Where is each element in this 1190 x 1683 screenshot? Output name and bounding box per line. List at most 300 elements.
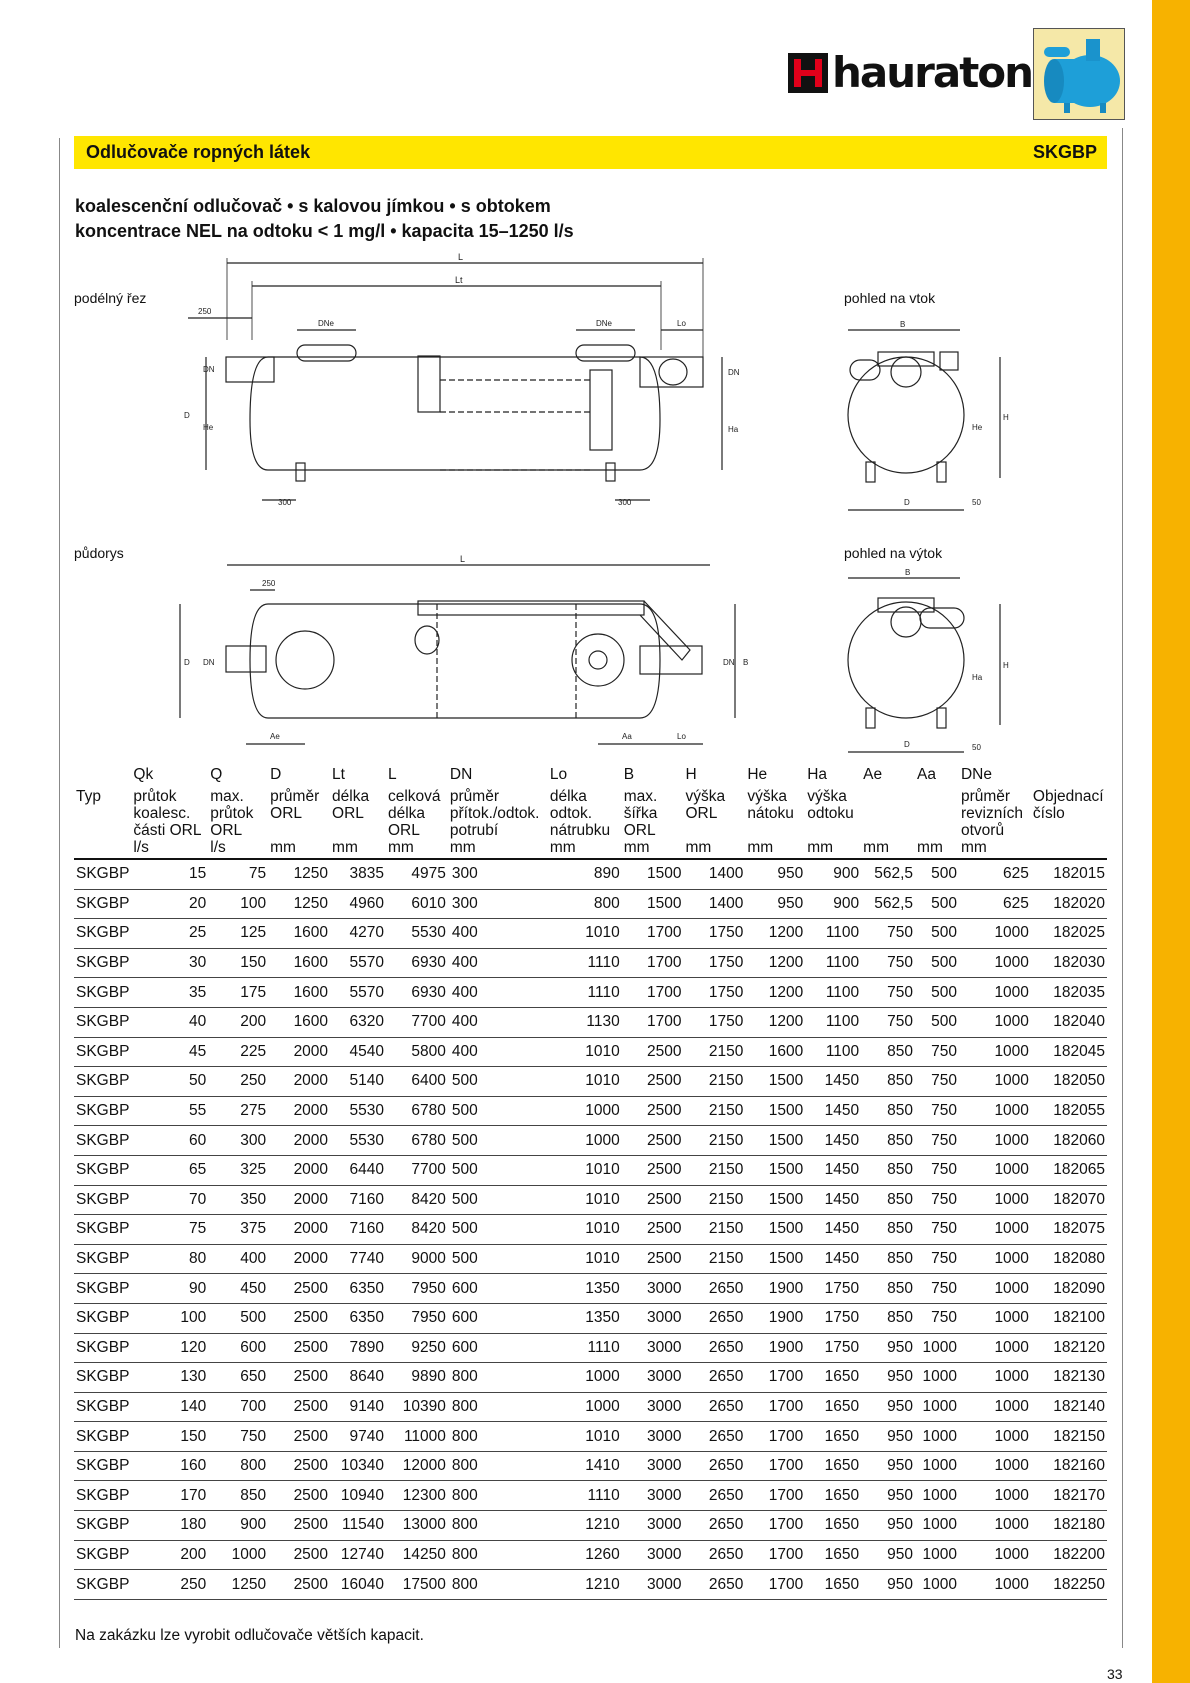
table-cell: 182045	[1031, 1037, 1107, 1067]
table-cell: 1650	[805, 1392, 861, 1422]
table-row	[74, 919, 1107, 949]
table-cell: 2500	[268, 1363, 330, 1393]
table-cell: 182090	[1031, 1274, 1107, 1304]
table-cell: 500	[448, 1215, 548, 1245]
table-cell: 182055	[1031, 1096, 1107, 1126]
table-cell: 8420	[386, 1185, 448, 1215]
table-cell: 75	[208, 859, 268, 889]
table-row	[74, 1511, 1107, 1541]
table-cell: 750	[915, 1303, 959, 1333]
table-cell: 800	[448, 1363, 548, 1393]
table-cell: 1000	[959, 1363, 1031, 1393]
table-cell: 500	[915, 889, 959, 919]
table-cell: 9000	[386, 1244, 448, 1274]
table-cell: 3000	[622, 1570, 684, 1600]
table-cell: 6780	[386, 1126, 448, 1156]
table-cell: 1000	[959, 1155, 1031, 1185]
table-cell: 750	[915, 1185, 959, 1215]
table-cell: 1260	[548, 1540, 622, 1570]
table-cell: 2500	[268, 1570, 330, 1600]
table-cell: 1000	[915, 1540, 959, 1570]
table-cell: 1750	[684, 919, 746, 949]
inflow-view-drawing	[848, 320, 1009, 510]
table-cell: 2650	[684, 1392, 746, 1422]
table-cell: 1210	[548, 1511, 622, 1541]
table-cell: 140	[131, 1392, 208, 1422]
page-number: 33	[1107, 1666, 1123, 1682]
table-cell: 1000	[915, 1570, 959, 1600]
dim-B-outflow: B	[905, 568, 911, 577]
table-cell: 2150	[684, 1185, 746, 1215]
subtitle-line-1: koalescenční odlučovač • s kalovou jímkou • s obtokem	[75, 196, 551, 216]
table-cell: 3000	[622, 1481, 684, 1511]
table-cell: 950	[861, 1392, 915, 1422]
table-cell: 9890	[386, 1363, 448, 1393]
table-row	[74, 1185, 1107, 1215]
table-cell: 7700	[386, 1007, 448, 1037]
table-cell: 3835	[330, 859, 386, 889]
table-cell: 1650	[805, 1422, 861, 1452]
table-cell: 5140	[330, 1067, 386, 1097]
table-cell: 6400	[386, 1067, 448, 1097]
table-cell: 950	[861, 1540, 915, 1570]
table-cell: 750	[915, 1037, 959, 1067]
col-symbol-10: He	[747, 766, 768, 783]
table-cell: 1100	[805, 978, 861, 1008]
table-cell: SKGBP	[74, 1540, 131, 1570]
table-cell: 2650	[684, 1570, 746, 1600]
table-cell: 2500	[268, 1451, 330, 1481]
table-cell: 600	[448, 1333, 548, 1363]
table-cell: SKGBP	[74, 859, 131, 889]
table-cell: 6930	[386, 948, 448, 978]
table-description-row	[74, 788, 1107, 839]
col-description-3: průměr ORL	[270, 788, 320, 822]
table-cell: SKGBP	[74, 1244, 131, 1274]
table-cell: 1010	[548, 1067, 622, 1097]
table-cell: 182060	[1031, 1126, 1107, 1156]
col-symbol-14: DNe	[960, 766, 992, 783]
table-cell: 182070	[1031, 1185, 1107, 1215]
col-unit-11: mm	[805, 839, 861, 859]
table-cell: 950	[861, 1451, 915, 1481]
table-cell: 1600	[268, 1007, 330, 1037]
table-row	[74, 1274, 1107, 1304]
table-cell: 1450	[805, 1067, 861, 1097]
table-cell: 750	[915, 1215, 959, 1245]
dim-DNe-a: DNe	[318, 319, 335, 328]
table-cell: 2150	[684, 1126, 746, 1156]
table-cell: 20	[131, 889, 208, 919]
col-symbol-3: D	[270, 766, 282, 783]
dim-Ae: Ae	[270, 732, 280, 741]
table-cell: 1000	[959, 919, 1031, 949]
table-cell: 7890	[330, 1333, 386, 1363]
table-cell: 1000	[915, 1392, 959, 1422]
table-cell: 2500	[268, 1303, 330, 1333]
dim-250-a: 250	[198, 307, 212, 316]
dim-L-plan: L	[460, 554, 466, 564]
table-cell: 500	[448, 1244, 548, 1274]
table-cell: 800	[448, 1570, 548, 1600]
table-row	[74, 1392, 1107, 1422]
table-cell: 60	[131, 1126, 208, 1156]
table-row	[74, 889, 1107, 919]
table-cell: 2500	[268, 1392, 330, 1422]
table-cell: 750	[915, 1096, 959, 1126]
table-cell: 6930	[386, 978, 448, 1008]
table-cell: 1010	[548, 1037, 622, 1067]
dim-He-inflow: He	[972, 423, 983, 432]
table-cell: 1210	[548, 1570, 622, 1600]
dim-Ha-outflow: Ha	[972, 673, 983, 682]
table-cell: 1750	[805, 1274, 861, 1304]
table-cell: 150	[208, 948, 268, 978]
table-cell: 1000	[959, 948, 1031, 978]
table-cell: 3000	[622, 1333, 684, 1363]
table-cell: SKGBP	[74, 1303, 131, 1333]
table-cell: 1010	[548, 1185, 622, 1215]
table-cell: 182170	[1031, 1481, 1107, 1511]
plan-view-label: půdorys	[74, 545, 124, 561]
table-cell: 11000	[386, 1422, 448, 1452]
table-cell: 850	[861, 1126, 915, 1156]
table-cell: 1400	[684, 889, 746, 919]
table-cell: 2000	[268, 1126, 330, 1156]
table-cell: 13000	[386, 1511, 448, 1541]
table-cell: 1130	[548, 1007, 622, 1037]
table-cell: 12000	[386, 1451, 448, 1481]
table-cell: 200	[208, 1007, 268, 1037]
table-cell: 2650	[684, 1451, 746, 1481]
table-cell: 65	[131, 1155, 208, 1185]
table-cell: 40	[131, 1007, 208, 1037]
table-cell: 1000	[959, 1481, 1031, 1511]
table-cell: 1700	[745, 1570, 805, 1600]
table-cell: 850	[861, 1096, 915, 1126]
footnote: Na zakázku lze vyrobit odlučovače větších kapacit.	[75, 1627, 424, 1644]
table-cell: 182030	[1031, 948, 1107, 978]
dim-He-long: He	[203, 423, 214, 432]
col-symbol-9: H	[685, 766, 697, 783]
table-cell: 750	[861, 919, 915, 949]
table-row	[74, 1333, 1107, 1363]
longitudinal-section-label: podélný řez	[74, 290, 147, 306]
col-symbol-6: DN	[449, 766, 473, 783]
table-cell: 8420	[386, 1215, 448, 1245]
table-cell: 900	[805, 889, 861, 919]
col-symbol-13: Aa	[917, 766, 937, 783]
table-cell: 1000	[959, 1274, 1031, 1304]
dim-B-inflow: B	[900, 320, 906, 329]
table-cell: 1450	[805, 1185, 861, 1215]
table-cell: 1000	[915, 1422, 959, 1452]
dim-50-inflow: 50	[972, 498, 981, 507]
table-cell: 850	[861, 1215, 915, 1245]
table-row	[74, 859, 1107, 889]
dim-D-inflow: D	[904, 498, 910, 507]
table-cell: 6780	[386, 1096, 448, 1126]
table-cell: 1000	[959, 1067, 1031, 1097]
table-cell: 400	[448, 1007, 548, 1037]
table-cell: 15	[131, 859, 208, 889]
table-cell: 9140	[330, 1392, 386, 1422]
table-cell: 2650	[684, 1511, 746, 1541]
table-cell: 225	[208, 1037, 268, 1067]
table-cell: 1700	[745, 1481, 805, 1511]
table-cell: 182120	[1031, 1333, 1107, 1363]
table-unit-row	[74, 839, 1107, 859]
table-cell: 1000	[959, 1511, 1031, 1541]
col-unit-4: mm	[330, 839, 386, 859]
table-cell: 1250	[268, 889, 330, 919]
table-cell: 1900	[745, 1333, 805, 1363]
table-cell: 1500	[745, 1096, 805, 1126]
table-cell: 182075	[1031, 1215, 1107, 1245]
table-symbol-row	[74, 766, 1107, 788]
table-cell: 1000	[959, 1570, 1031, 1600]
table-cell: 1600	[745, 1037, 805, 1067]
table-row	[74, 1451, 1107, 1481]
table-cell: 2650	[684, 1303, 746, 1333]
table-cell: 1650	[805, 1570, 861, 1600]
table-cell: 1010	[548, 919, 622, 949]
banner-code: SKGBP	[1032, 142, 1097, 162]
table-row	[74, 1067, 1107, 1097]
dim-H-inflow: H	[1003, 413, 1009, 422]
table-cell: SKGBP	[74, 1511, 131, 1541]
dim-B-plan: B	[743, 658, 749, 667]
table-cell: 16040	[330, 1570, 386, 1600]
table-cell: 1110	[548, 1333, 622, 1363]
table-cell: 1000	[959, 1126, 1031, 1156]
table-cell: 1110	[548, 978, 622, 1008]
table-cell: 182020	[1031, 889, 1107, 919]
table-cell: 500	[448, 1126, 548, 1156]
brand-name: hauraton	[832, 48, 1033, 97]
table-cell: 1900	[745, 1303, 805, 1333]
table-cell: 150	[131, 1422, 208, 1452]
table-cell: 1000	[959, 1007, 1031, 1037]
table-row	[74, 948, 1107, 978]
table-cell: 182050	[1031, 1067, 1107, 1097]
col-unit-12: mm	[861, 839, 915, 859]
dim-DN-long: DN	[203, 365, 215, 374]
table-cell: 1010	[548, 1215, 622, 1245]
table-cell: 800	[448, 1540, 548, 1570]
table-cell: 950	[861, 1363, 915, 1393]
table-cell: 625	[959, 859, 1031, 889]
table-cell: 17500	[386, 1570, 448, 1600]
dim-DN-long-b: DN	[728, 368, 740, 377]
table-cell: 1500	[745, 1155, 805, 1185]
table-cell: 1700	[622, 948, 684, 978]
table-cell: 1750	[805, 1303, 861, 1333]
table-cell: 1000	[959, 1333, 1031, 1363]
table-cell: 200	[131, 1540, 208, 1570]
table-cell: 500	[208, 1303, 268, 1333]
dim-300-a: 300	[278, 498, 292, 507]
table-cell: 650	[208, 1363, 268, 1393]
table-cell: SKGBP	[74, 1067, 131, 1097]
dim-DNe-b: DNe	[596, 319, 613, 328]
table-cell: 175	[208, 978, 268, 1008]
col-description-10: výška nátoku	[747, 788, 794, 822]
table-cell: 300	[208, 1126, 268, 1156]
table-cell: 1700	[622, 1007, 684, 1037]
table-cell: SKGBP	[74, 1392, 131, 1422]
table-cell: 1250	[268, 859, 330, 889]
table-cell: 6350	[330, 1303, 386, 1333]
table-cell: 900	[805, 859, 861, 889]
table-cell: 1650	[805, 1363, 861, 1393]
table-cell: 182250	[1031, 1570, 1107, 1600]
table-cell: 7160	[330, 1185, 386, 1215]
table-row	[74, 1363, 1107, 1393]
table-cell: 300	[448, 889, 548, 919]
table-cell: 2000	[268, 1155, 330, 1185]
table-row	[74, 978, 1107, 1008]
table-cell: 600	[448, 1274, 548, 1304]
table-cell: 500	[915, 978, 959, 1008]
dim-Ha-long: Ha	[728, 425, 739, 434]
table-cell: 1700	[745, 1451, 805, 1481]
table-cell: 5800	[386, 1037, 448, 1067]
dim-Lo-b: Lo	[677, 732, 686, 741]
table-cell: 600	[208, 1333, 268, 1363]
col-unit-6: mm	[448, 839, 548, 859]
table-cell: SKGBP	[74, 1451, 131, 1481]
table-cell: 2500	[268, 1274, 330, 1304]
table-cell: 1700	[745, 1511, 805, 1541]
col-description-4: délka ORL	[332, 788, 370, 822]
table-row	[74, 1422, 1107, 1452]
table-cell: 70	[131, 1185, 208, 1215]
table-cell: 1500	[622, 889, 684, 919]
table-cell: 2500	[622, 1155, 684, 1185]
col-symbol-4: Lt	[332, 766, 345, 783]
table-cell: 1000	[959, 978, 1031, 1008]
table-cell: 750	[861, 978, 915, 1008]
table-cell: 2500	[622, 1185, 684, 1215]
table-cell: 6350	[330, 1274, 386, 1304]
table-cell: 45	[131, 1037, 208, 1067]
table-cell: 1600	[268, 948, 330, 978]
table-cell: 3000	[622, 1392, 684, 1422]
table-cell: 125	[208, 919, 268, 949]
table-cell: 6010	[386, 889, 448, 919]
table-cell: 50	[131, 1067, 208, 1097]
table-cell: 9740	[330, 1422, 386, 1452]
table-cell: 130	[131, 1363, 208, 1393]
table-cell: 25	[131, 919, 208, 949]
table-cell: 950	[745, 889, 805, 919]
technical-drawing	[0, 0, 1190, 770]
table-cell: 9250	[386, 1333, 448, 1363]
table-cell: 3000	[622, 1511, 684, 1541]
col-description-13	[915, 788, 959, 839]
table-cell: 35	[131, 978, 208, 1008]
table-cell: 2500	[622, 1096, 684, 1126]
table-cell: 2000	[268, 1037, 330, 1067]
table-cell: 182035	[1031, 978, 1107, 1008]
table-row	[74, 1481, 1107, 1511]
table-cell: 850	[861, 1037, 915, 1067]
col-symbol-7: Lo	[549, 766, 568, 783]
table-cell: 1350	[548, 1274, 622, 1304]
col-description-15: Objednací číslo	[1032, 788, 1104, 822]
col-unit-3: mm	[268, 839, 330, 859]
table-cell: 2500	[268, 1511, 330, 1541]
table-cell: 8640	[330, 1363, 386, 1393]
outflow-view-drawing	[848, 568, 1009, 752]
dim-300-b: 300	[618, 498, 632, 507]
table-cell: 182040	[1031, 1007, 1107, 1037]
table-cell: 1000	[959, 1392, 1031, 1422]
table-cell: 1000	[208, 1540, 268, 1570]
table-cell: 350	[208, 1185, 268, 1215]
col-unit-7: mm	[548, 839, 622, 859]
col-symbol-0	[74, 766, 131, 788]
table-cell: 850	[861, 1244, 915, 1274]
table-cell: 2500	[622, 1037, 684, 1067]
table-cell: 2150	[684, 1037, 746, 1067]
table-cell: 1000	[959, 1037, 1031, 1067]
table-cell: 750	[208, 1422, 268, 1452]
table-cell: 1000	[548, 1363, 622, 1393]
table-cell: 500	[448, 1155, 548, 1185]
table-cell: 1600	[268, 978, 330, 1008]
table-cell: 5530	[386, 919, 448, 949]
table-cell: 160	[131, 1451, 208, 1481]
table-cell: 1650	[805, 1481, 861, 1511]
table-cell: 800	[548, 889, 622, 919]
table-cell: 1110	[548, 1481, 622, 1511]
table-cell: 182080	[1031, 1244, 1107, 1274]
table-cell: 182065	[1031, 1155, 1107, 1185]
table-cell: 2150	[684, 1244, 746, 1274]
table-cell: 75	[131, 1215, 208, 1245]
spec-table	[74, 766, 1107, 1600]
table-cell: SKGBP	[74, 1274, 131, 1304]
table-cell: 1100	[805, 948, 861, 978]
table-cell: 2500	[268, 1481, 330, 1511]
table-cell: 1750	[684, 978, 746, 1008]
table-cell: 7950	[386, 1274, 448, 1304]
dim-Aa: Aa	[622, 732, 632, 741]
table-cell: 11540	[330, 1511, 386, 1541]
col-description-6: průměr přítok./odtok. potrubí	[449, 788, 540, 839]
table-cell: 2650	[684, 1363, 746, 1393]
table-cell: 500	[915, 859, 959, 889]
table-cell: 12740	[330, 1540, 386, 1570]
table-cell: 850	[208, 1481, 268, 1511]
table-cell: 2150	[684, 1215, 746, 1245]
table-cell: 5530	[330, 1126, 386, 1156]
dim-DN-plan-b: DN	[723, 658, 735, 667]
table-cell: 2500	[622, 1126, 684, 1156]
table-cell: 900	[208, 1511, 268, 1541]
table-cell: 2150	[684, 1096, 746, 1126]
table-cell: 4960	[330, 889, 386, 919]
table-cell: 1450	[805, 1096, 861, 1126]
table-cell: 2500	[268, 1540, 330, 1570]
table-cell: 170	[131, 1481, 208, 1511]
dim-L-top: L	[458, 252, 464, 262]
table-cell: 1750	[684, 1007, 746, 1037]
table-cell: 800	[448, 1422, 548, 1452]
col-description-5: celková délka ORL	[387, 788, 441, 839]
